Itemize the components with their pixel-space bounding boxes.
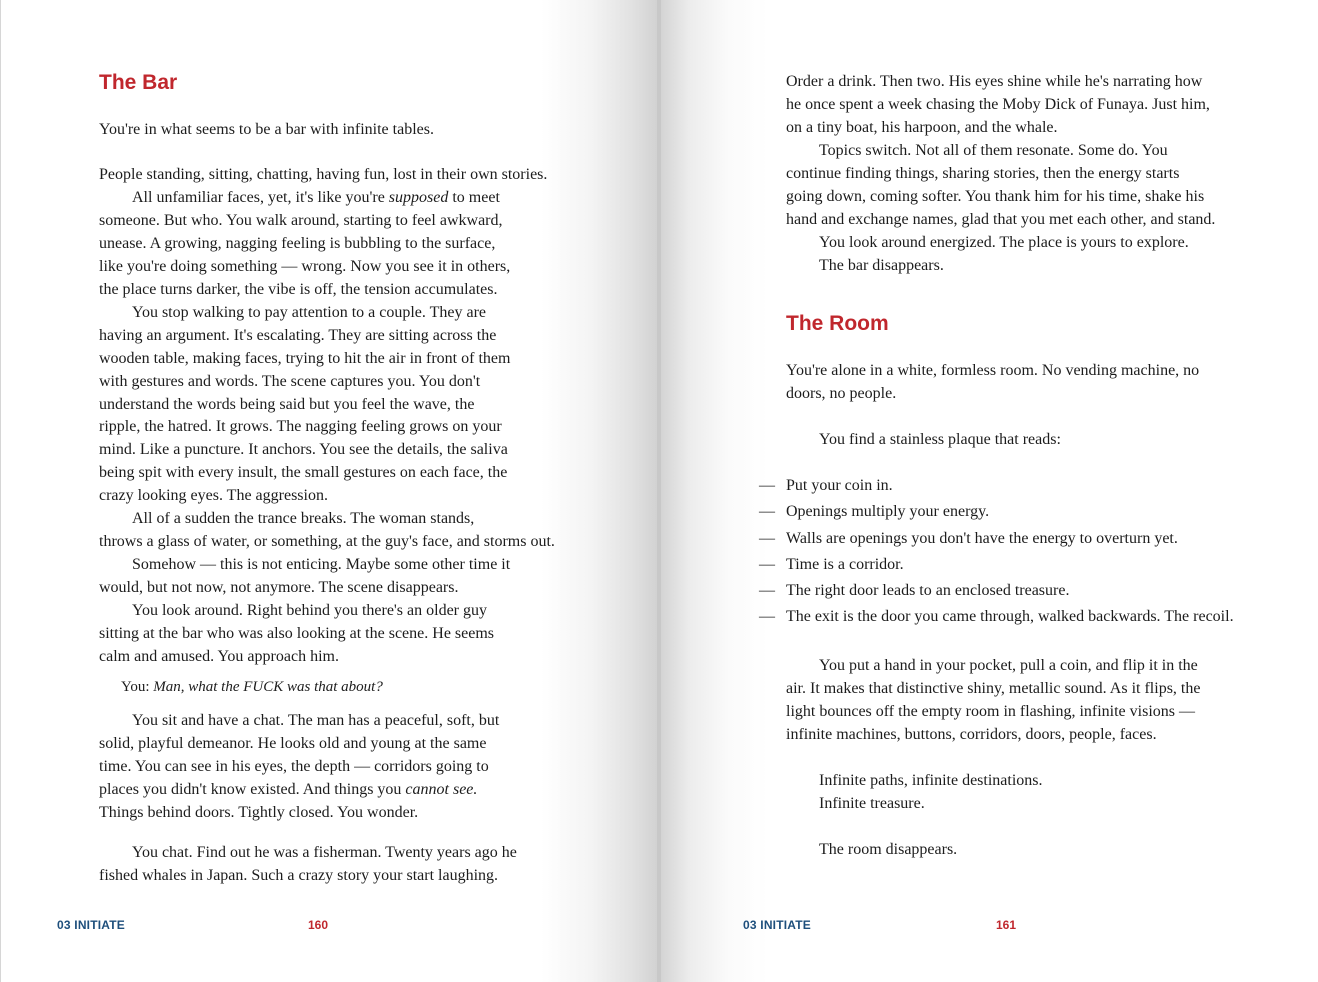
body-line: crazy looking eyes. The aggression.: [99, 487, 328, 504]
body-line: wooden table, making faces, trying to hit the air in front of them: [99, 350, 511, 367]
body-line: You put a hand in your pocket, pull a coin, and flip it in the: [819, 657, 1198, 674]
body-line: solid, playful demeanor. He looks old and young at the same: [99, 735, 487, 752]
body-line: hand and exchange names, glad that you met each other, and stand.: [786, 211, 1216, 228]
body-line: with gestures and words. The scene captures you. You don't: [99, 373, 481, 390]
body-line: understand the words being said but you feel the wave, the: [99, 396, 475, 413]
dialogue-line: You: Man, what the FUCK was that about?: [121, 679, 383, 695]
list-item: Openings multiply your energy.: [786, 503, 990, 520]
page-number: 161: [996, 918, 1017, 932]
body-line: You find a stainless plaque that reads:: [819, 431, 1061, 448]
body-line: throws a glass of water, or something, at the guy's face, and storms out.: [99, 533, 555, 550]
body-line: Things behind doors. Tightly closed. You wonder.: [99, 804, 419, 821]
body-line: All unfamiliar faces, yet, it's like you're supposed to meet: [132, 189, 500, 206]
list-dash: —: [759, 556, 775, 573]
body-line: Somehow — this is not enticing. Maybe some other time it: [132, 556, 511, 573]
body-line: light bounces off the empty room in flashing, infinite visions —: [786, 703, 1195, 720]
body-line: You stop walking to pay attention to a couple. They are: [132, 304, 487, 321]
list-dash: —: [759, 530, 775, 547]
body-line: someone. But who. You walk around, starting to feel awkward,: [99, 212, 503, 229]
footer-section-label: 03 INITIATE: [743, 918, 811, 932]
body-line: places you didn't know existed. And things you cannot see.: [99, 781, 478, 798]
body-line: like you're doing something — wrong. Now you see it in others,: [99, 258, 511, 275]
list-item: Put your coin in.: [786, 477, 893, 494]
body-line: You look around energized. The place is yours to explore.: [819, 234, 1189, 251]
body-line: Infinite paths, infinite destinations.: [819, 772, 1043, 789]
body-line: calm and amused. You approach him.: [99, 648, 339, 665]
right-page: [659, 0, 1318, 982]
book-spine: [657, 0, 661, 982]
list-item: The right door leads to an enclosed treasure.: [786, 582, 1070, 599]
body-line: Topics switch. Not all of them resonate. Some do. You: [819, 142, 1168, 159]
body-line: going down, coming softer. You thank him for his time, shake his: [786, 188, 1205, 205]
body-line: being spit with every insult, the small gestures on each face, the: [99, 464, 508, 481]
body-line: ripple, the hatred. It grows. The nagging feeling grows on your: [99, 418, 502, 435]
list-dash: —: [759, 582, 775, 599]
body-line: air. It makes that distinctive shiny, metallic sound. As it flips, the: [786, 680, 1201, 697]
body-line: You're in what seems to be a bar with infinite tables.: [99, 121, 434, 138]
body-line: You chat. Find out he was a fisherman. Twenty years ago he: [132, 844, 517, 861]
body-line: Order a drink. Then two. His eyes shine while he's narrating how: [786, 73, 1203, 90]
body-line: Infinite treasure.: [819, 795, 925, 812]
body-line: infinite machines, buttons, corridors, doors, people, faces.: [786, 726, 1157, 743]
body-line: People standing, sitting, chatting, having fun, lost in their own stories.: [99, 166, 548, 183]
body-line: time. You can see in his eyes, the depth — corridors going to: [99, 758, 489, 775]
body-line: The bar disappears.: [819, 257, 944, 274]
body-line: continue finding things, sharing stories, then the energy starts: [786, 165, 1180, 182]
body-line: doors, no people.: [786, 385, 897, 402]
body-line: unease. A growing, nagging feeling is bubbling to the surface,: [99, 235, 496, 252]
body-line: You look around. Right behind you there's an older guy: [132, 602, 487, 619]
body-line: mind. Like a puncture. It anchors. You see the details, the saliva: [99, 441, 508, 458]
body-line: sitting at the bar who was also looking at the scene. He seems: [99, 625, 495, 642]
body-line: fished whales in Japan. Such a crazy story your start laughing.: [99, 867, 499, 884]
page-number: 160: [308, 918, 329, 932]
body-line: You're alone in a white, formless room. No vending machine, no: [786, 362, 1200, 379]
body-line: would, but not now, not anymore. The scene disappears.: [99, 579, 459, 596]
list-item: Walls are openings you don't have the energy to overturn yet.: [786, 530, 1178, 547]
chapter-heading-the-bar: The Bar: [99, 71, 178, 94]
body-line: You sit and have a chat. The man has a peaceful, soft, but: [132, 712, 500, 729]
body-line: The room disappears.: [819, 841, 958, 858]
body-line: having an argument. It's escalating. They are sitting across the: [99, 327, 497, 344]
footer-section-label: 03 INITIATE: [57, 918, 125, 932]
body-line: on a tiny boat, his harpoon, and the whale.: [786, 119, 1058, 136]
body-line: All of a sudden the trance breaks. The woman stands,: [132, 510, 475, 527]
chapter-heading-the-room: The Room: [786, 312, 889, 335]
list-dash: —: [759, 503, 775, 520]
body-line: he once spent a week chasing the Moby Dick of Funaya. Just him,: [786, 96, 1210, 113]
list-dash: —: [759, 608, 775, 625]
list-dash: —: [759, 477, 775, 494]
list-item: The exit is the door you came through, walked backwards. The recoil.: [786, 608, 1234, 625]
list-item: Time is a corridor.: [786, 556, 904, 573]
body-line: the place turns darker, the vibe is off, the tension accumulates.: [99, 281, 498, 298]
